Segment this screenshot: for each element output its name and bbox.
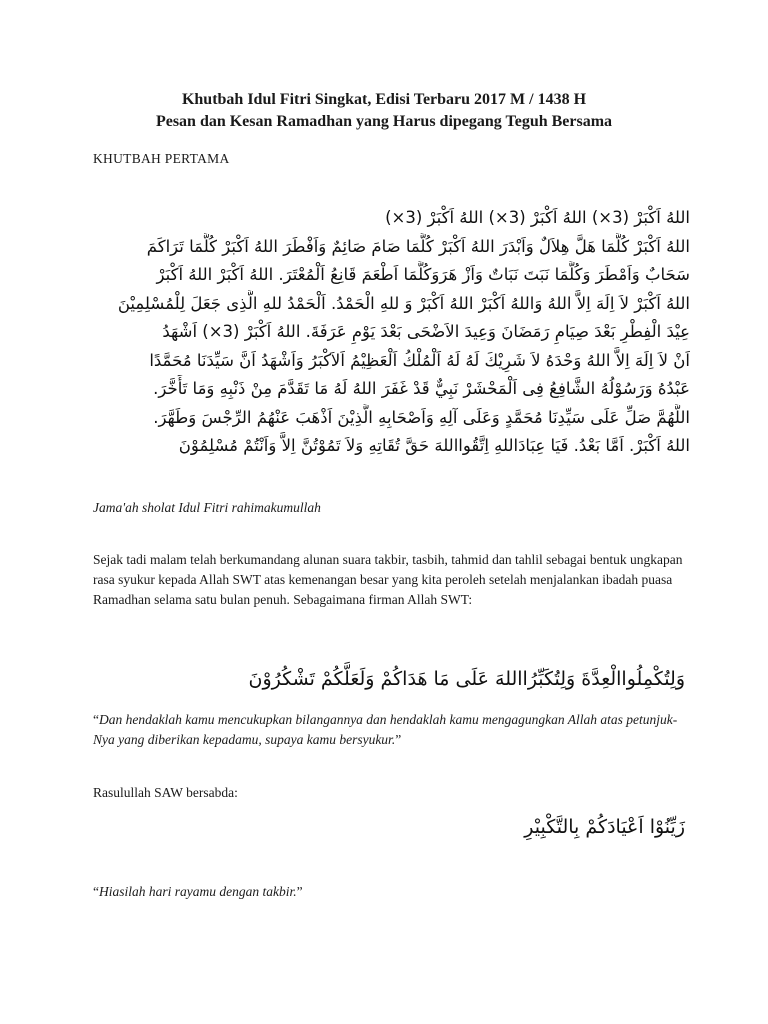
verse-translation — [93, 710, 683, 750]
document-title-line-2: Pesan dan Kesan Ramadhan yang Harus dipegang Teguh Bersama — [155, 113, 613, 130]
document-title-line-1: Khutbah Idul Fitri Singkat, Edisi Terbaru 2017 M / 1438 H — [181, 91, 587, 108]
arabic-line: اللهُ اَكْبَرْ (3×) اللهُ اَكْبَرْ (3×) اللهُ اَكْبَرْ (3×) — [385, 208, 690, 227]
hadith-translation-text: Hiasilah hari rayamu dengan takbir. — [99, 884, 297, 899]
open-quote: “ — [93, 712, 99, 727]
open-quote: “ — [93, 884, 99, 899]
arabic-line: اللهُ اَكْبَرْ لاَ اِلَهَ اِلاَّ اللهُ وَاللهُ اَكْبَرْ اللهُ اَكْبَرْ وَ للهِ الْحَمْدُ. اَلْحَمْدُ للهِ الَّذِى جَعَلَ لِلْمُسْلِمِيْنَ — [117, 293, 690, 313]
body-paragraph: Sejak tadi malam telah berkumandang alunan suara takbir, tasbih, tahmid dan tahlil sebagai bentuk ungkapan rasa syukur kepada Allah SWT atas kemenangan besar yang kita peroleh setelah menjalankan ibadah puasa Ramadhan selama satu bulan penuh. Sebagaimana firman Allah SWT: — [93, 552, 683, 607]
hadith-arabic: زَيِّنُوْا اَعْيَادَكُمْ بِالتَّكْبِيْرِ — [524, 816, 685, 838]
arabic-line: عِيْدَ الْفِطْرِ بَعْدَ صِيَامِ رَمَضَانَ وَعِيدَ الاَضْحَى بَعْدَ يَوْمِ عَرَفَةَ. اللهُ اَكْبَرْ (3×) اَشْهَدُ — [162, 322, 690, 341]
congregation-address: Jama'ah sholat Idul Fitri rahimakumullah — [93, 500, 321, 515]
hadith-intro: Rasulullah SAW bersabda: — [93, 785, 238, 800]
arabic-line: عَبْدُهُ وَرَسُوْلُهُ الشَّافِعُ فِى اَلْمَحْشَرْ نَبِيٌّ قَدْ غَفَرَ اللهُ لَهُ مَا تَقَدَّمَ مِنْ ذَنْبِهِ وَمَا تَأَخَّرَ. — [153, 379, 690, 398]
arabic-line: اللَّهُمَّ صَلِّ عَلَى سَيِّدِنَا مُحَمَّدٍ وَعَلَى آلِهِ وَاَصْحَابِهِ الَّذِيْنَ اَذْهَبَ عَنْهُمُ الرِّجْسَ وَطَهَّرَ. — [153, 407, 690, 427]
arabic-line: اللهُ اَكْبَرْ. اَمَّا بَعْدُ. فَيَا عِبَادَاللهِ اِتَّقُوااللهَ حَقَّ تُقَاتِهِ وَلاَ تَمُوْتُنَّ اِلاَّ وَاَنْتُمْ مُسْلِمُوْنَ — [178, 436, 690, 455]
section-heading: KHUTBAH PERTAMA — [93, 151, 230, 166]
close-quote: ” — [395, 732, 402, 747]
hadith-translation — [93, 882, 683, 902]
arabic-line: اَنْ لاَ اِلَهَ اِلاَّ اللهُ وَحْدَهُ لاَ شَرِيْكَ لَهُ لَهُ اَلْمُلْكُ اَلْعَظِيْمُ اَلاَكْبَرُ وَاَشْهَدُ اَنَّ سَيِّدَنَا مُحَمَّدًا — [149, 350, 690, 370]
opening-takbir-arabic — [90, 204, 690, 461]
arabic-line: سَحَابٌ وَاَمْطَرَ وَكُلَّمَا نَبَتَ نَبَاتٌ وَاَزْ هَرَوَكُلَّمَا اَطْعَمَ قَانِعُ اَلْمُعْتَرَ. اللهُ اَكْبَرْ اللهُ اَكْبَرْ — [156, 265, 690, 284]
verse-translation-text: Dan hendaklah kamu mencukupkan bilangannya dan hendaklah kamu mengagungkan Allah atas petunjuk-Nya yang diberikan kepadamu, supaya kamu bersyukur. — [93, 712, 678, 747]
close-quote: ” — [296, 884, 303, 899]
arabic-line: اللهُ اَكْبَرْ كُلَّمَا هَلَّ هِلاَلٌ وَاَبْدَرَ اللهُ اَكْبَرْ كُلَّمَا صَامَ صَائِمٌ وَاَفْطَرَ اللهُ اَكْبَرْ كُلَّمَا تَرَاكَمَ — [146, 236, 690, 256]
quran-verse-arabic: وَلِتُكْمِلُواالْعِدَّةَ وَلِتُكَبِّرُااللهَ عَلَى مَا هَدَاكُمْ وَلَعَلَّكُمْ تَشْكُرُوْنَ — [248, 668, 685, 690]
